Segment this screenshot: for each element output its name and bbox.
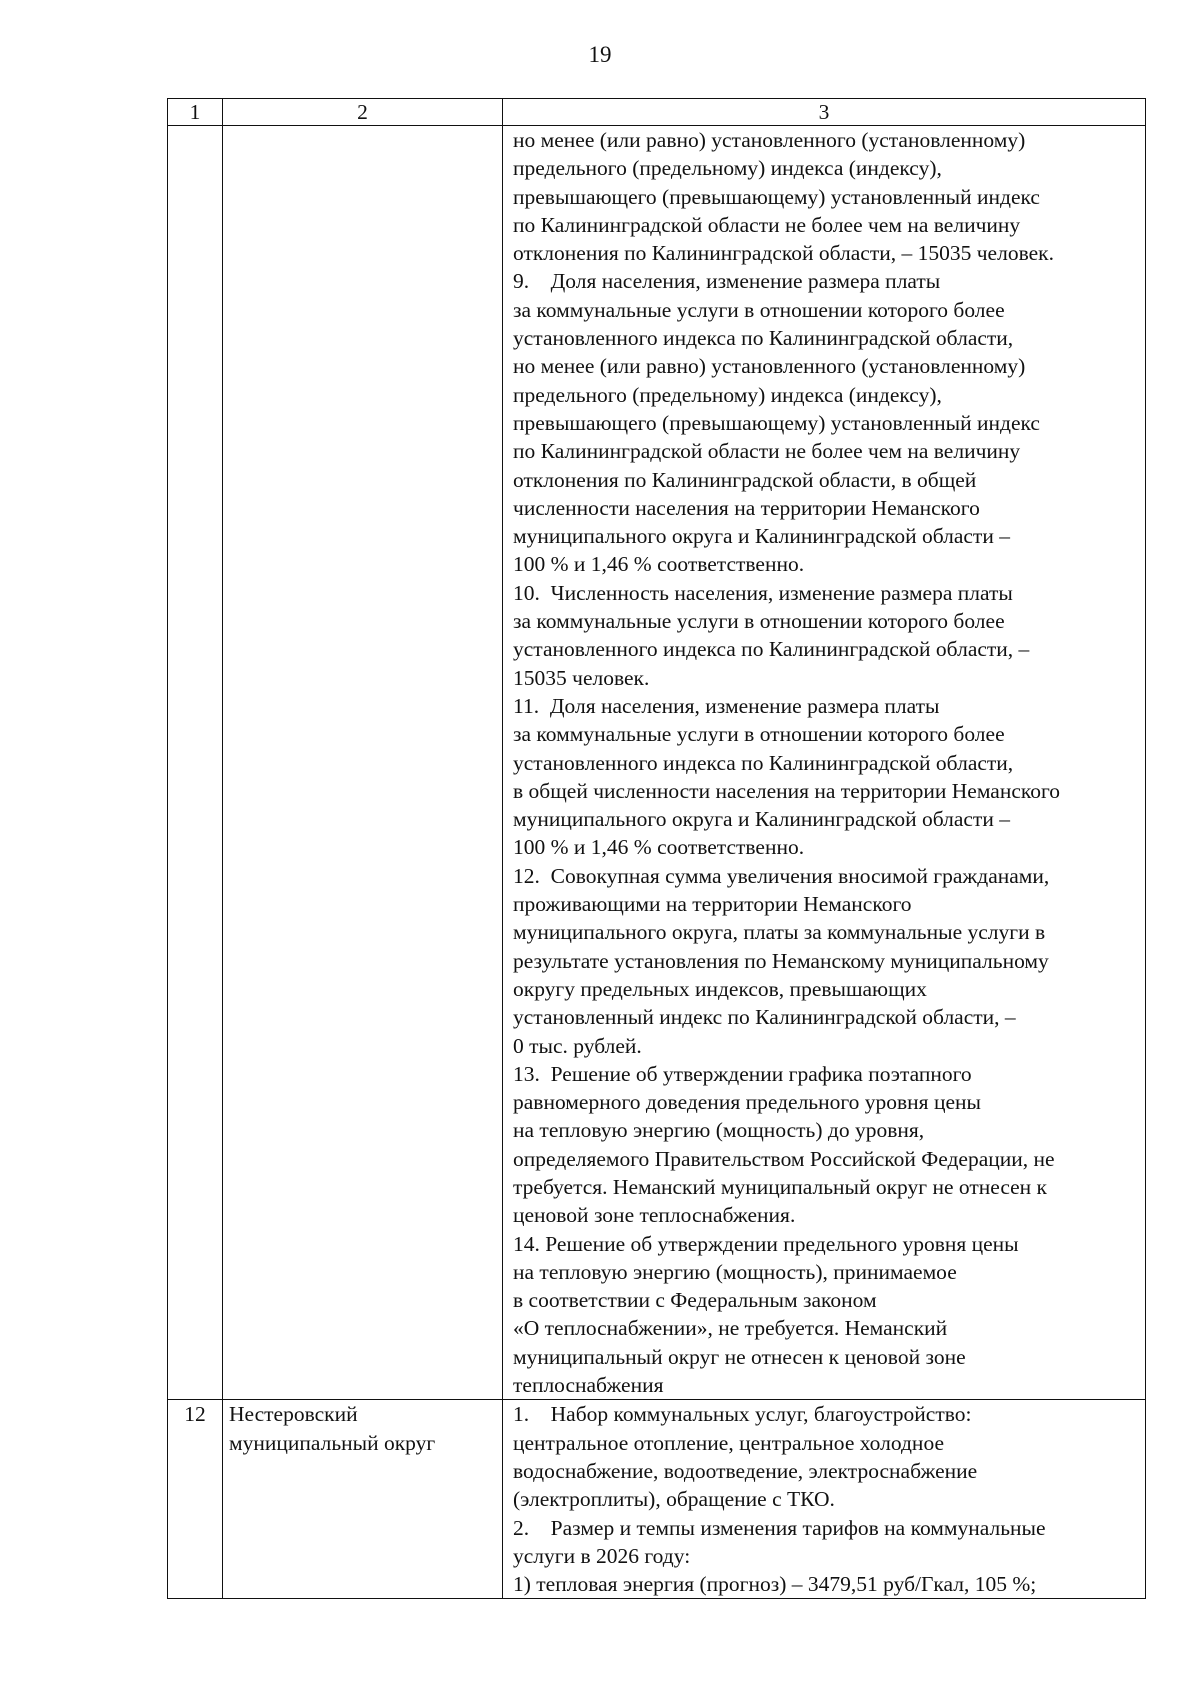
text-line: муниципального округа и Калининградской области – <box>513 807 1010 832</box>
text-line: округу предельных индексов, превышающих <box>513 976 927 1001</box>
column-header-1: 1 <box>168 99 223 126</box>
text-line: по Калининградской области не более чем на величину <box>513 439 1021 464</box>
text-line: 9. Доля населения, изменение размера платы <box>513 269 941 294</box>
text-line: 14. Решение об утверждении предельного уровня цены <box>513 1231 1019 1256</box>
text-line: 1) тепловая энергия (прогноз) – 3479,51 руб/Гкал, 105 %; <box>513 1572 1037 1597</box>
text-line: муниципального округа, платы за коммунальные услуги в <box>513 920 1046 945</box>
text-line: установленного индекса по Калининградской области, <box>513 750 1014 775</box>
text-line: на тепловую энергию (мощность) до уровня, <box>513 1118 925 1143</box>
text-line: превышающего (превышающему) установленный индекс <box>513 184 1040 209</box>
row-number-cell: 12 <box>168 1400 223 1599</box>
text-line: теплоснабжения <box>513 1373 664 1398</box>
text-line: на тепловую энергию (мощность), принимаемое <box>513 1259 957 1284</box>
text-line: за коммунальные услуги в отношении которого более <box>513 609 1005 634</box>
row-name-cell <box>223 126 503 1400</box>
text-line: услуги в 2026 году: <box>513 1543 691 1568</box>
table-row-12 <box>168 1400 1146 1599</box>
text-line: муниципальный округ не отнесен к ценовой зоне <box>513 1344 966 1369</box>
text-line: по Калининградской области не более чем на величину <box>513 212 1021 237</box>
text-line: 13. Решение об утверждении графика поэтапного <box>513 1061 972 1086</box>
text-line: 11. Доля населения, изменение размера платы <box>513 693 940 718</box>
text-line: 12. Совокупная сумма увеличения вносимой гражданами, <box>513 863 1050 888</box>
text-line: 1. Набор коммунальных услуг, благоустройство: <box>513 1402 972 1427</box>
page-number: 19 <box>588 42 612 67</box>
text-line: результате установления по Неманскому муниципальному <box>513 948 1049 973</box>
text-line: (электроплиты), обращение с ТКО. <box>513 1487 835 1512</box>
text-line: требуется. Неманский муниципальный округ не отнесен к <box>513 1174 1048 1199</box>
row-name-cell: Нестеровский муниципальный округ <box>223 1400 503 1599</box>
table-header-row <box>168 99 1146 126</box>
text-line: 100 % и 1,46 % соответственно. <box>513 552 805 577</box>
text-line: но менее (или равно) установленного (установленному) <box>513 354 1026 379</box>
text-line: за коммунальные услуги в отношении которого более <box>513 722 1005 747</box>
text-line: 15035 человек. <box>513 665 650 690</box>
row-content-cell <box>503 1400 1146 1599</box>
text-line: отклонения по Калининградской области, в общей <box>513 467 977 492</box>
text-line: определяемого Правительством Российской Федерации, не <box>513 1146 1055 1171</box>
text-line: численности населения на территории Неманского <box>513 495 980 520</box>
row-content-cell <box>503 126 1146 1400</box>
text-line: проживающими на территории Неманского <box>513 892 912 917</box>
column-header-2: 2 <box>223 99 503 126</box>
row-number-cell <box>168 126 223 1400</box>
text-line: отклонения по Калининградской области, – 15035 человек. <box>513 241 1054 266</box>
text-line: центральное отопление, центральное холодное <box>513 1430 944 1455</box>
text-line: 2. Размер и темпы изменения тарифов на коммунальные <box>513 1515 1046 1540</box>
text-line: в соответствии с Федеральным законом <box>513 1288 877 1313</box>
table-row-continued <box>168 126 1146 1400</box>
text-line: 100 % и 1,46 % соответственно. <box>513 835 805 860</box>
text-line: муниципального округа и Калининградской области – <box>513 524 1010 549</box>
text-line: превышающего (превышающему) установленный индекс <box>513 410 1040 435</box>
text-line: водоснабжение, водоотведение, электроснабжение <box>513 1458 978 1483</box>
text-line: предельного (предельному) индекса (индексу), <box>513 156 942 181</box>
text-line: установленного индекса по Калининградской области, – <box>513 637 1030 662</box>
text-line: предельного (предельному) индекса (индексу), <box>513 382 942 407</box>
column-header-3: 3 <box>503 99 1146 126</box>
text-line: «О теплоснабжении», не требуется. Неманский <box>513 1316 948 1341</box>
text-line: но менее (или равно) установленного (установленному) <box>513 128 1026 152</box>
text-line: за коммунальные услуги в отношении которого более <box>513 297 1005 322</box>
text-line: равномерного доведения предельного уровня цены <box>513 1090 981 1115</box>
text-line: в общей численности населения на территории Неманского <box>513 778 1061 803</box>
document-table <box>167 98 1146 1599</box>
text-line: установленного индекса по Калининградской области, <box>513 326 1014 351</box>
text-line: 0 тыс. рублей. <box>513 1033 642 1058</box>
text-line: 10. Численность населения, изменение размера платы <box>513 580 1013 605</box>
text-line: установленный индекс по Калининградской области, – <box>513 1005 1016 1030</box>
text-line: ценовой зоне теплоснабжения. <box>513 1203 796 1228</box>
